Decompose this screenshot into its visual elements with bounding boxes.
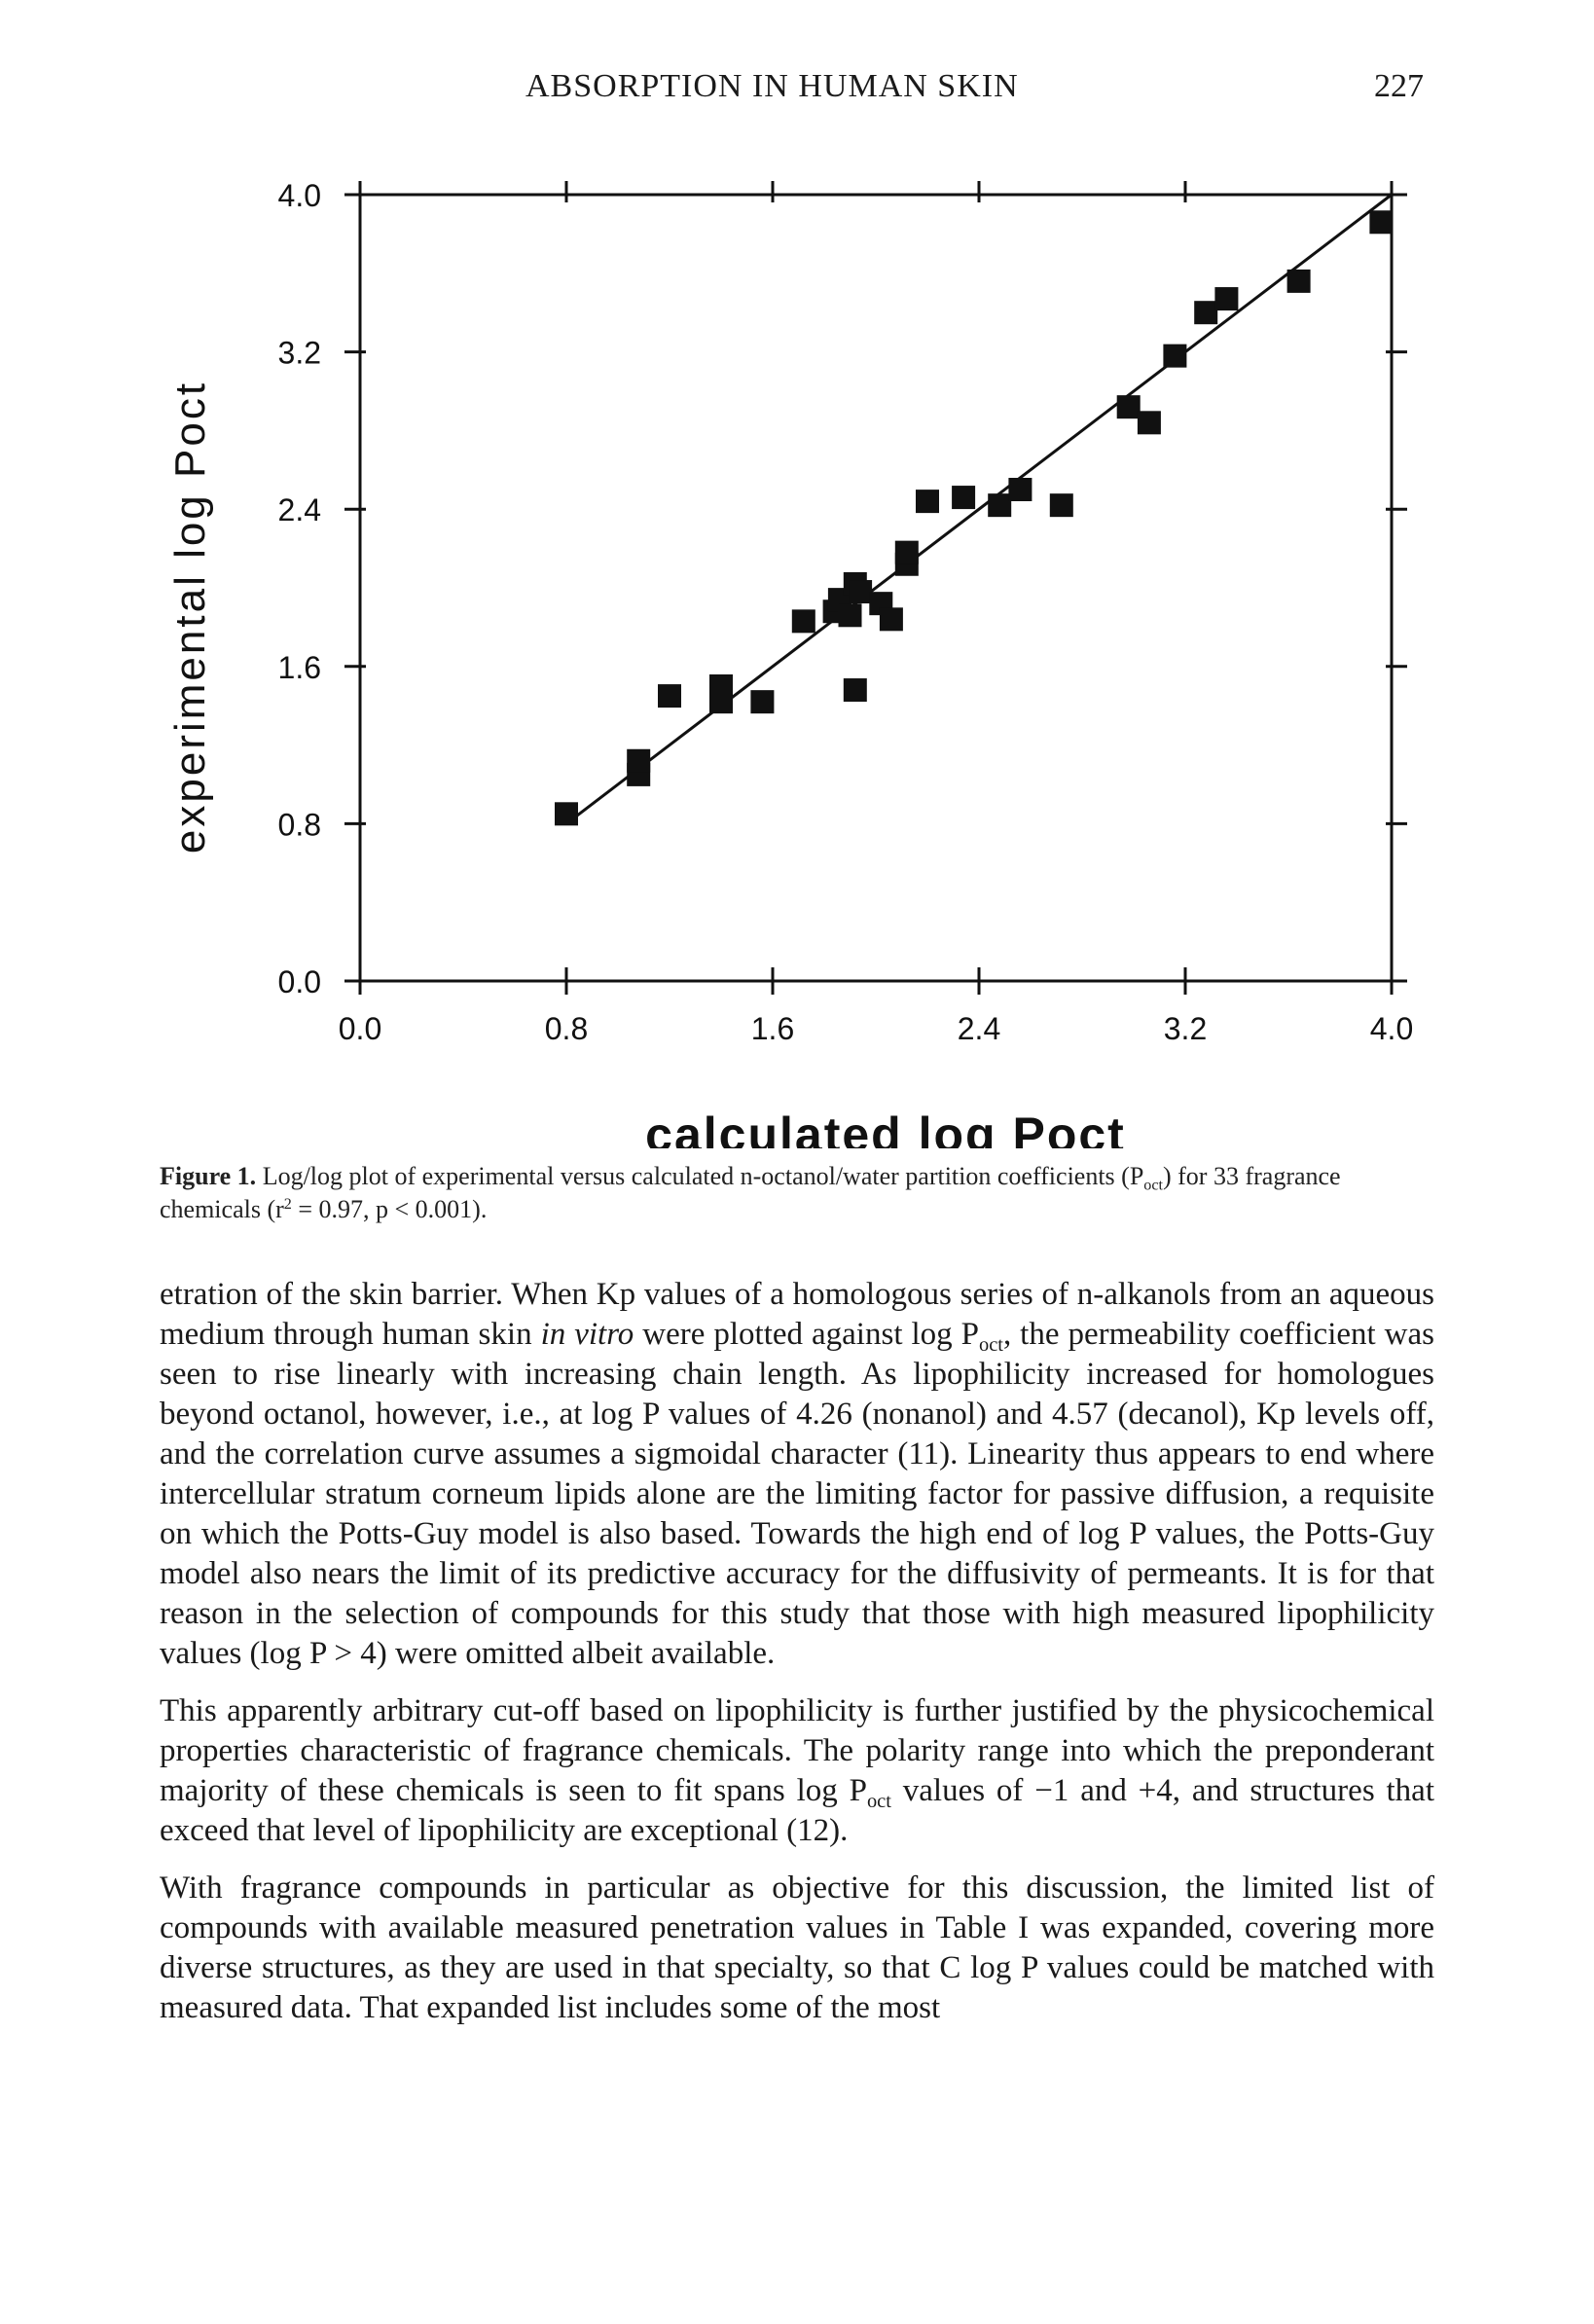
paragraph-1	[160, 1275, 1434, 1674]
x-tick-label: 3.2	[1163, 1011, 1208, 1046]
y-axis-label: experimental log Poct	[166, 380, 214, 854]
x-tick-label: 0.8	[544, 1011, 589, 1046]
data-point	[849, 580, 872, 603]
data-point	[1008, 478, 1032, 501]
paragraph-2-text-a: This apparently arbitrary cut-off based on lipophilicity is further justified by the physicochemical properties characteristic of fragrance chemicals. The polarity range into which the preponderant majority of these chemicals is seen to fit spans log P	[160, 1693, 1434, 1808]
data-point	[839, 603, 862, 627]
scatter-chart	[0, 146, 1594, 1148]
data-point	[1214, 287, 1238, 310]
paragraph-1-text-b: were plotted against log P	[634, 1317, 979, 1352]
x-tick-label: 1.6	[750, 1011, 795, 1046]
data-point	[1050, 493, 1073, 517]
data-point	[1117, 395, 1141, 418]
x-axis-label: calculated log Poct	[645, 1108, 1126, 1148]
data-point	[988, 493, 1011, 517]
x-tick-label: 0.0	[338, 1011, 382, 1046]
figure-label: Figure 1.	[160, 1162, 257, 1190]
data-point	[792, 609, 815, 633]
data-point	[750, 690, 774, 713]
y-tick-label: 0.8	[277, 807, 321, 843]
paragraph-1-subscript: oct	[978, 1334, 1003, 1357]
data-point	[880, 607, 903, 631]
caption-superscript: 2	[283, 1196, 292, 1214]
paragraph-1-text-c: , the permeability coefficient was seen to rise linearly with increasing chain length. As lipophilicity increased for homologues beyond octanol, however, i.e., at log P values of 4.26 (nonanol) and 4.57 (decanol), Kp levels off, and the correlation curve assumes a sigmoidal character (11). Linearity thus appears to end where intercellular stratum corneum lipids alone are the limiting factor for passive diffusion, a requisite on which the Potts-Guy model is also based. Towards the high end of log P values, the Potts-Guy model also nears the limit of its predictive accuracy for the diffusivity of permeants. It is for that reason in the selection of compounds for this study that those with high measured lipophilicity values (log P > 4) were omitted albeit available.	[160, 1317, 1434, 1671]
page-number: 227	[1374, 68, 1424, 104]
data-point	[1163, 345, 1186, 368]
figure-1	[0, 146, 1594, 1148]
y-tick-label: 0.0	[277, 964, 321, 999]
regression-line	[566, 195, 1392, 823]
paragraph-2	[160, 1691, 1434, 1851]
caption-text-1: Log/log plot of experimental versus calculated n-octanol/water partition coefficients (P	[262, 1162, 1144, 1190]
x-tick-label: 4.0	[1369, 1011, 1414, 1046]
data-point	[916, 490, 939, 513]
body-text	[160, 1275, 1434, 2046]
data-point	[952, 486, 975, 509]
running-title: ABSORPTION IN HUMAN SKIN	[525, 68, 1019, 104]
y-tick-label: 3.2	[277, 335, 321, 371]
y-tick-label: 1.6	[277, 649, 321, 685]
caption-text-3: = 0.97, p < 0.001).	[291, 1195, 488, 1223]
paragraph-2-subscript: oct	[866, 1791, 891, 1813]
data-point	[844, 678, 867, 702]
data-point	[1194, 301, 1217, 324]
caption-subscript: oct	[1143, 1177, 1163, 1194]
data-point	[555, 802, 578, 825]
data-point	[627, 749, 650, 773]
paragraph-1-text-a: etration of the skin barrier. When Kp values of a homologous series of n-alkanols from an aqueous medium through human skin	[160, 1277, 1434, 1352]
figure-caption	[160, 1160, 1434, 1226]
caption-text-2: ) for 33 fragrance chemicals (r	[160, 1162, 1341, 1223]
paragraph-3: With fragrance compounds in particular as objective for this discussion, the limited list of compounds with available measured penetration values in Table I was expanded, covering more diverse structures, as they are used in that specialty, so that C log P values could be matched with measured data. That expanded list includes some of the most	[160, 1870, 1434, 2025]
y-tick-label: 2.4	[277, 492, 321, 528]
data-point	[1369, 210, 1393, 234]
paragraph-2-text-b: values of −1 and +4, and structures that exceed that level of lipophilicity are exceptional (12).	[160, 1773, 1434, 1848]
data-point	[1287, 270, 1311, 293]
running-head	[0, 68, 1594, 117]
data-point	[1138, 411, 1161, 434]
y-tick-label: 4.0	[277, 178, 321, 213]
paragraph-1-italic: in vitro	[540, 1317, 634, 1352]
data-point	[709, 674, 733, 698]
data-point	[895, 541, 919, 564]
x-tick-label: 2.4	[957, 1011, 1001, 1046]
data-point	[658, 684, 681, 708]
